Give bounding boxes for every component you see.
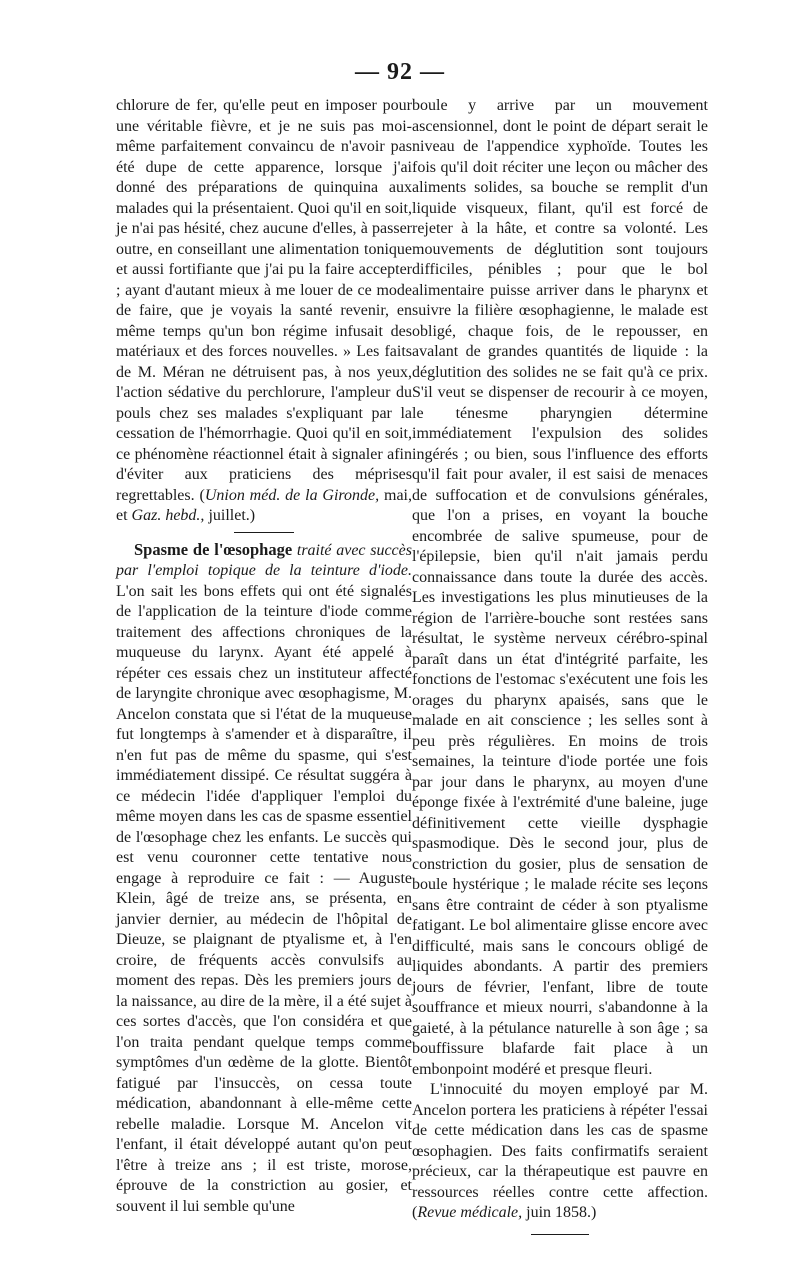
citation-text: juin 1858.) xyxy=(522,1204,597,1221)
source-citation: Revue médicale, xyxy=(417,1204,523,1221)
citation-text: mai, et xyxy=(116,486,412,524)
paragraph-conclusion xyxy=(412,1080,708,1224)
source-citation: Union méd. de la Gironde, xyxy=(204,486,380,504)
paragraph-text: L'on sait les bons effets qui ont été signalés de l'application de la teinture d'iode comme traitement des affections chroniques de la muqueuse du larynx. Ayant été appelé à répéter ces essais chez un instituteur affecté de laryngite chronique avec œsophagisme, M. Ancelon constata que si l'état de la muqueuse fut longtemps à s'amender et à disparaître, il n'en fut pas de même du spasme, qui s'est immédiatement dissipé. Ce résultat suggéra à ce médecin l'idée d'appliquer l'emploi du même moyen dans les cas de spasme essentiel de l'œsophage chez les enfants. Le succès qui est venu couronner cette tentative nous engage à reproduire ce fait : — Auguste Klein, âgé de treize ans, se présenta, en janvier dernier, au médecin de l'hôpital de Dieuze, se plaignant de ptyalisme et, à l'en croire, de fréquents accès convulsifs au moment des repas. Dès les premiers jours de la naissance, au dire de la mère, il a été sujet à ces sortes d'accès, que l'on considéra et que l'on traita pendant quelque temps comme symptômes d'un œdème de la glotte. Bientôt fatigué par l'insuccès, on cessa toute médication, abandonnant à elle-même cette rebelle maladie. Lorsque M. Ancelon vit l'enfant, il était développé autant qu'on peut l'être à treize ans ; il est triste, morose, éprouve de la constriction au gosier, et souvent il lui semble qu'une xyxy=(116,582,412,1215)
article-subtitle: traité avec succès par l'emploi topique de la teinture d'iode. xyxy=(116,541,412,579)
page-number: — 92 — xyxy=(355,59,445,85)
paragraph-spasme xyxy=(116,540,412,1218)
source-citation: Gaz. hebd., xyxy=(131,507,205,524)
paragraph-continuation: boule y arrive par un mouvement ascensionnel, dont le point de départ serait le niveau de l'appendice xyphoïde. Toutes les fois qu'il doit réciter une leçon ou mâcher des aliments solides, sa bouche se remplit d'un liquide visqueux, filant, qu'il est forcé de rejeter à la hâte, et contre sa volonté. Les mouvements de déglutition sont toujours difficiles, pénibles ; pour que le bol alimentaire puisse arriver dans le pharynx et suivre la filière œsophagienne, le malade est obligé, chaque fois, de le repousser, en avalant de grandes quantités de liquide : la déglutition des solides ne se fait qu'à ce prix. S'il veut se dispenser de recourir à ce moyen, le ténesme pharyngien détermine immédiatement l'expulsion des solides ingérés ; ou bien, sous l'influence des efforts qu'il fait pour avaler, il est saisi de menaces de suffocation et de convulsions générales, que l'on a prises, en voyant la bouche encombrée de salive spumeuse, pour de l'épilepsie, bien qu'il n'ait jamais perdu connaissance dans toute la durée des accès. Les investigations les plus minutieuses de la région de l'arrière-bouche sont restées sans résultat, le système nerveux cérébro-spinal paraît dans un état d'intégrité parfaite, les fonctions de l'estomac s'exécutent une fois les orages du pharynx apaisés, sans que le malade en ait conscience ; les selles sont à peu près régulières. En moins de trois semaines, la teinture d'iode portée une fois par jour dans le pharynx, au moyen d'une éponge fixée à l'extrémité d'une baleine, juge définitivement cette vieille dysphagie spasmodique. Dès le second jour, plus de constriction du gosier, plus de sensation de boule hystérique ; le malade récite ses leçons sans être contraint de céder à son ptyalisme fatigant. Le bol alimentaire glisse encore avec difficulté, mais sans le concours obligé de liquides abondants. A partir des premiers jours de février, l'enfant, libre de toute souffrance et mieux nourri, s'abandonne à la gaieté, à la pétulance naturelle à son âge ; sa bouffissure blafarde fait place à un embonpoint modéré et presque fleuri. xyxy=(412,97,708,1078)
right-column xyxy=(412,96,708,1242)
paragraph-perchlorure xyxy=(116,96,412,527)
paragraph-text: L'innocuité du moyen employé par M. Ancelon portera les praticiens à répéter l'essai de cette médication dans les cas de spasme œsophagien. Des faits confirmatifs seraient précieux, car la thérapeutique est pauvre en ressources réelles contre cette affection. ( xyxy=(412,1081,708,1221)
left-column xyxy=(116,96,412,1217)
end-divider xyxy=(531,1234,589,1235)
citation-text: juillet.) xyxy=(204,507,256,524)
paragraph-text: chlorure de fer, qu'elle peut en imposer pour une véritable fièvre, et je ne suis pas moi-même parfaitement convaincu de n'avoir pas été dupe de cette apparence, lorsque j'ai donné des préparations de quinquina aux malades qui la présentaient. Quoi qu'il en soit, je n'ai pas hésité, chez aucune d'elles, à passer outre, en conseillant une alimentation tonique et aussi fortifiante que j'ai pu la faire accepter ; ayant d'autant mieux à me louer de ce mode de faire, que je voyais la santé revenir, en même temps qu'un bon régime infusait des matériaux et des forces nouvelles. » Les faits de M. Méran ne détruisent pas, à nos yeux, l'action sédative du perchlorure, l'ampleur du pouls chez ses malades s'expliquant par la cessation de l'hémorrhagie. Quoi qu'il en soit, ce phénomène réactionnel était à signaler afin d'éviter aux praticiens des méprises regrettables. ( xyxy=(116,97,412,504)
article-title: Spasme de l'œsophage xyxy=(134,539,293,559)
section-divider xyxy=(234,532,294,533)
